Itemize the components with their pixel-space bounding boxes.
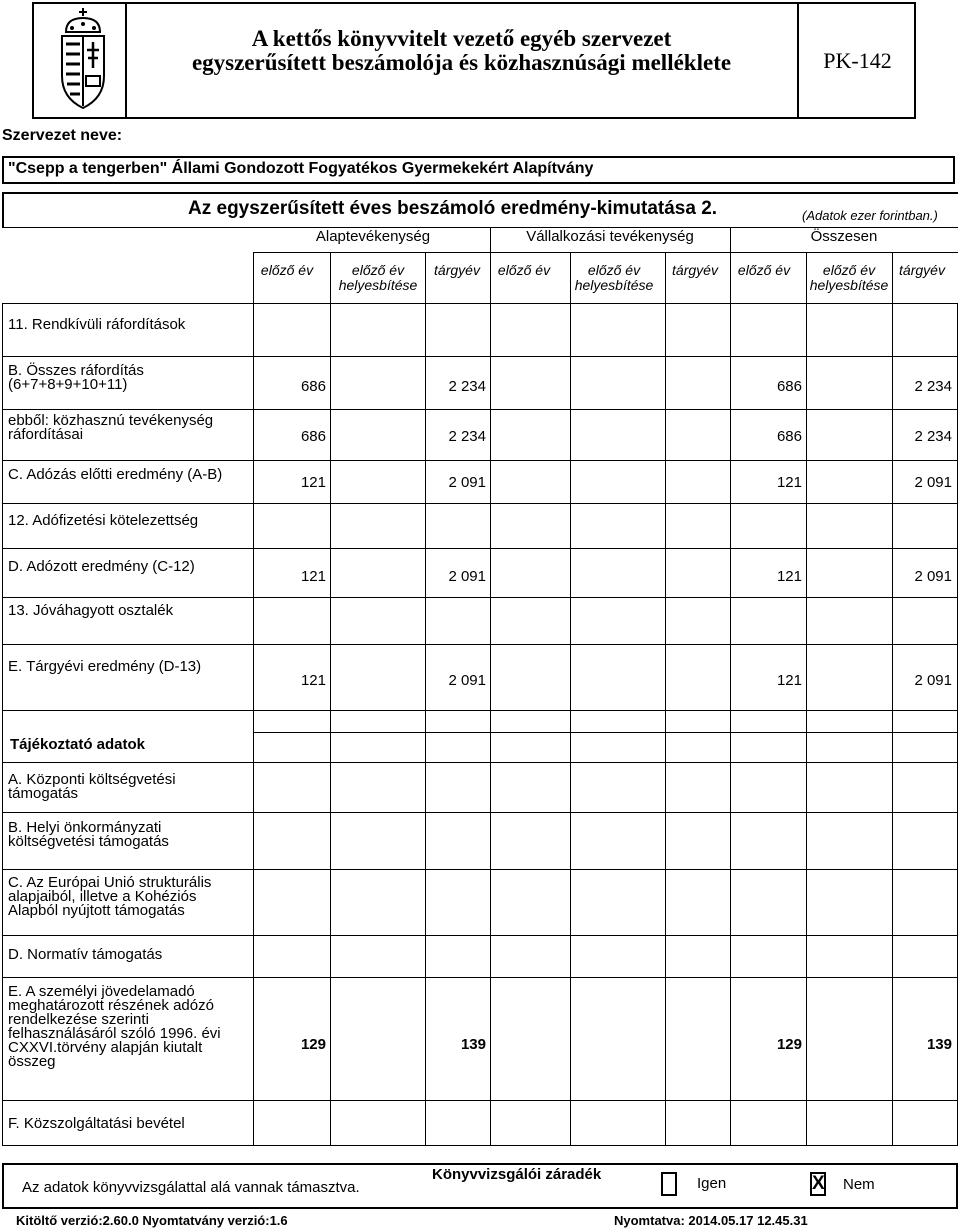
row-value[interactable]: 129 <box>300 1036 326 1053</box>
org-name-value: "Csepp a tengerben" Állami Gondozott Fogyatékos Gyermekekért Alapítvány <box>8 160 594 177</box>
table-title: Az egyszerűsített éves beszámoló eredmény-kimutatása 2. <box>188 198 718 219</box>
row-value[interactable]: 686 <box>300 378 326 395</box>
col-header-prev-correction: előző év helyesbítése <box>574 262 654 293</box>
row-label: B. Összes ráfordítás (6+7+8+9+10+11) <box>8 362 144 393</box>
coat-of-arms-icon <box>52 6 114 114</box>
form-code: PK-142 <box>823 48 892 73</box>
row-value[interactable]: 139 <box>460 1036 486 1053</box>
row-value[interactable]: 2 091 <box>448 672 486 689</box>
row-label: D. Normatív támogatás <box>8 946 163 963</box>
row-value[interactable]: 2 234 <box>448 378 486 395</box>
checkmark-x-icon: X <box>812 1173 825 1194</box>
row-value[interactable]: 2 091 <box>914 568 952 585</box>
group-header-total: Összesen <box>810 228 878 245</box>
info-title: Tájékoztató adatok <box>10 736 146 753</box>
col-header-current-year: tárgyév <box>672 262 718 278</box>
row-label: 12. Adófizetési kötelezettség <box>8 512 199 529</box>
audit-no-checkbox[interactable] <box>810 1172 826 1196</box>
audit-title: Könyvvizsgálói záradék <box>432 1166 602 1183</box>
unit-note: (Adatok ezer forintban.) <box>802 208 938 223</box>
col-header-prev-year: előző év <box>260 262 314 278</box>
row-value[interactable]: 2 091 <box>448 474 486 491</box>
row-label: ebből: közhasznú tevékenység ráfordításai <box>8 412 214 443</box>
row-label: E. Tárgyévi eredmény (D-13) <box>8 658 202 675</box>
row-label: 11. Rendkívüli ráfordítások <box>8 316 186 333</box>
row-value[interactable]: 686 <box>776 378 802 395</box>
row-value[interactable]: 121 <box>300 474 326 491</box>
row-label: A. Központi költségvetési támogatás <box>8 771 176 802</box>
row-value[interactable]: 139 <box>926 1036 952 1053</box>
org-name-label: Szervezet neve: <box>2 127 123 144</box>
row-value[interactable]: 2 091 <box>914 474 952 491</box>
form-title: A kettős könyvvitelt vezető egyéb szervezet egyszerűsített beszámolója és közhasznúsági melléklete <box>191 26 732 75</box>
row-value[interactable]: 121 <box>776 474 802 491</box>
row-label: B. Helyi önkormányzati költségvetési támogatás <box>8 819 169 850</box>
col-header-prev-correction: előző év helyesbítése <box>338 262 418 293</box>
col-header-prev-correction: előző év helyesbítése <box>809 262 889 293</box>
audit-statement: Az adatok könyvvizsgálattal alá vannak támasztva. <box>22 1179 360 1196</box>
row-value[interactable]: 129 <box>776 1036 802 1053</box>
row-value[interactable]: 686 <box>300 428 326 445</box>
col-header-prev-year: előző év <box>737 262 791 278</box>
footer-version: Kitöltő verzió:2.60.0 Nyomtatvány verzió:1.6 <box>16 1213 288 1228</box>
row-value[interactable]: 686 <box>776 428 802 445</box>
row-label: D. Adózott eredmény (C-12) <box>8 558 195 575</box>
group-header-basic: Alaptevékenység <box>315 228 431 245</box>
row-value[interactable]: 121 <box>776 568 802 585</box>
row-value[interactable]: 2 234 <box>914 428 952 445</box>
col-header-current-year: tárgyév <box>434 262 480 278</box>
row-value[interactable]: 2 234 <box>914 378 952 395</box>
row-value[interactable]: 2 234 <box>448 428 486 445</box>
row-value[interactable]: 121 <box>300 672 326 689</box>
row-value[interactable]: 2 091 <box>914 672 952 689</box>
group-header-business: Vállalkozási tevékenység <box>526 228 694 245</box>
row-value[interactable]: 121 <box>300 568 326 585</box>
audit-no-label: Nem <box>843 1176 875 1193</box>
audit-yes-checkbox[interactable] <box>661 1172 677 1196</box>
row-label: E. A személyi jövedelamadó meghatározott részének adózó rendelkezése szerinti felhasználásáról szóló 1996. évi CXXVI.törvény alapján kiutalt összeg <box>8 983 221 1070</box>
audit-yes-label: Igen <box>697 1175 727 1192</box>
row-value[interactable]: 121 <box>776 672 802 689</box>
row-label: F. Közszolgáltatási bevétel <box>8 1115 185 1132</box>
footer-printed: Nyomtatva: 2014.05.17 12.45.31 <box>614 1213 808 1228</box>
col-header-prev-year: előző év <box>497 262 551 278</box>
row-label: C. Adózás előtti eredmény (A-B) <box>8 466 223 483</box>
row-label: C. Az Európai Unió strukturális alapjaiból, illetve a Kohéziós Alapból nyújtott támogatás <box>8 874 212 919</box>
col-header-current-year: tárgyév <box>899 262 945 278</box>
row-label: 13. Jóváhagyott osztalék <box>8 602 174 619</box>
row-value[interactable]: 2 091 <box>448 568 486 585</box>
